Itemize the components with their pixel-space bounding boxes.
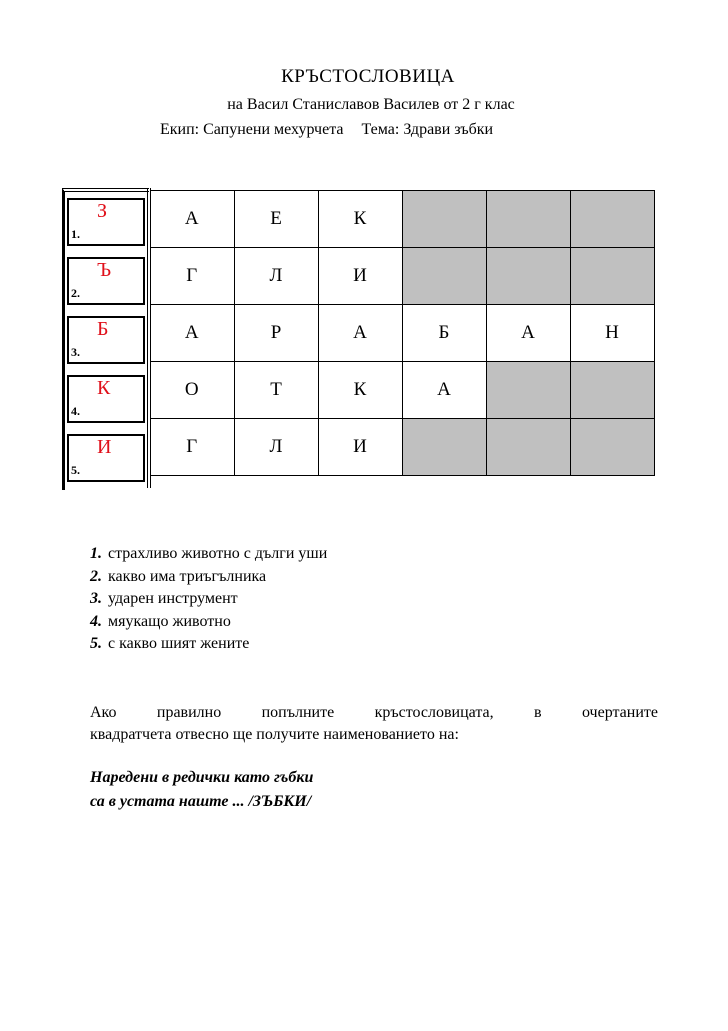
instruction-line-2: квадратчета отвесно ще получите наименованието на: [90,726,459,743]
key-cell-4 [67,375,145,423]
grid-cell: Б [402,305,486,362]
grid-cell-shaded [486,419,570,476]
instruction-word: правилно [156,704,222,721]
grid-cell-shaded [570,362,654,419]
grid-cell-shaded [570,248,654,305]
answer-line-2: са в устата наште ... /ЗЪБКИ/ [90,793,312,810]
clue-item [90,566,327,589]
clue-text: мяукащо животно [108,612,231,630]
row-number: 2. [71,286,80,300]
grid-cell-shaded [486,191,570,248]
grid-row [150,362,654,419]
grid-cell: Т [234,362,318,419]
grid-cell: Е [234,191,318,248]
crossword-grid [150,190,655,476]
grid-cell: Г [150,419,234,476]
instruction-word: попълните [261,704,335,721]
grid-cell: А [402,362,486,419]
clue-text: ударен инструмент [108,590,238,607]
row-number: 5. [71,463,80,477]
grid-cell: Н [570,305,654,362]
grid-cell: А [318,305,402,362]
grid-row [150,248,654,305]
key-letter: Ъ [97,259,112,281]
grid-cell-shaded [402,419,486,476]
answer-verse [90,766,313,814]
grid-cell-shaded [402,191,486,248]
key-letter: З [97,200,108,222]
instruction-paragraph [90,702,658,746]
clue-text: какво има триъгълника [108,567,267,585]
answer-line-1: Наредени в редички като гъбки [90,769,314,786]
row-number: 3. [71,345,80,359]
key-column [62,188,149,490]
clue-number: 2. [90,567,102,585]
grid-cell: О [150,362,234,419]
row-number: 4. [71,404,80,418]
key-letter: К [97,377,111,399]
page-title: КРЪСТОСЛОВИЦА [281,66,455,87]
instruction-word: очертаните [581,704,658,721]
grid-cell-shaded [570,419,654,476]
grid-row [150,191,654,248]
grid-cell: Л [234,248,318,305]
grid-cell: Р [234,305,318,362]
author-line: на Васил Станиславов Василев от 2 г клас [227,96,515,113]
clue-number: 1. [90,545,102,562]
key-cell-3 [67,316,145,364]
grid-cell-shaded [570,191,654,248]
team-name: Екип: Сапунени мехурчета [160,121,344,138]
clue-item [90,543,327,566]
clue-text: с какво шият жените [108,635,250,652]
clue-text: страхливо животно с дълги уши [108,545,328,562]
key-letter: Б [97,318,109,340]
grid-row [150,419,654,476]
grid-cell: А [486,305,570,362]
grid-cell: Г [150,248,234,305]
clue-item [90,611,327,634]
grid-cell-shaded [486,248,570,305]
key-cell-1 [67,198,145,246]
row-number: 1. [71,227,80,241]
team-theme-line [160,121,493,139]
clue-number: 4. [90,612,102,630]
clue-list [90,543,327,656]
grid-cell: К [318,191,402,248]
grid-cell-shaded [402,248,486,305]
grid-cell: А [150,305,234,362]
grid-row [150,305,654,362]
clue-number: 5. [90,635,102,652]
instruction-word: Ако [90,704,117,721]
instruction-word: кръстословицата, [374,704,494,721]
grid-cell: К [318,362,402,419]
clue-item [90,588,327,611]
instruction-word: в [534,704,542,721]
grid-cell: Л [234,419,318,476]
grid-cell: А [150,191,234,248]
key-cell-5 [67,434,145,482]
grid-cell-shaded [486,362,570,419]
grid-cell: И [318,248,402,305]
instruction-line-1 [90,702,658,724]
key-letter: И [97,436,112,458]
key-cell-2 [67,257,145,305]
grid-cell: И [318,419,402,476]
clue-number: 3. [90,590,102,607]
clue-item [90,633,327,656]
theme-name: Тема: Здрави зъбки [361,121,494,138]
